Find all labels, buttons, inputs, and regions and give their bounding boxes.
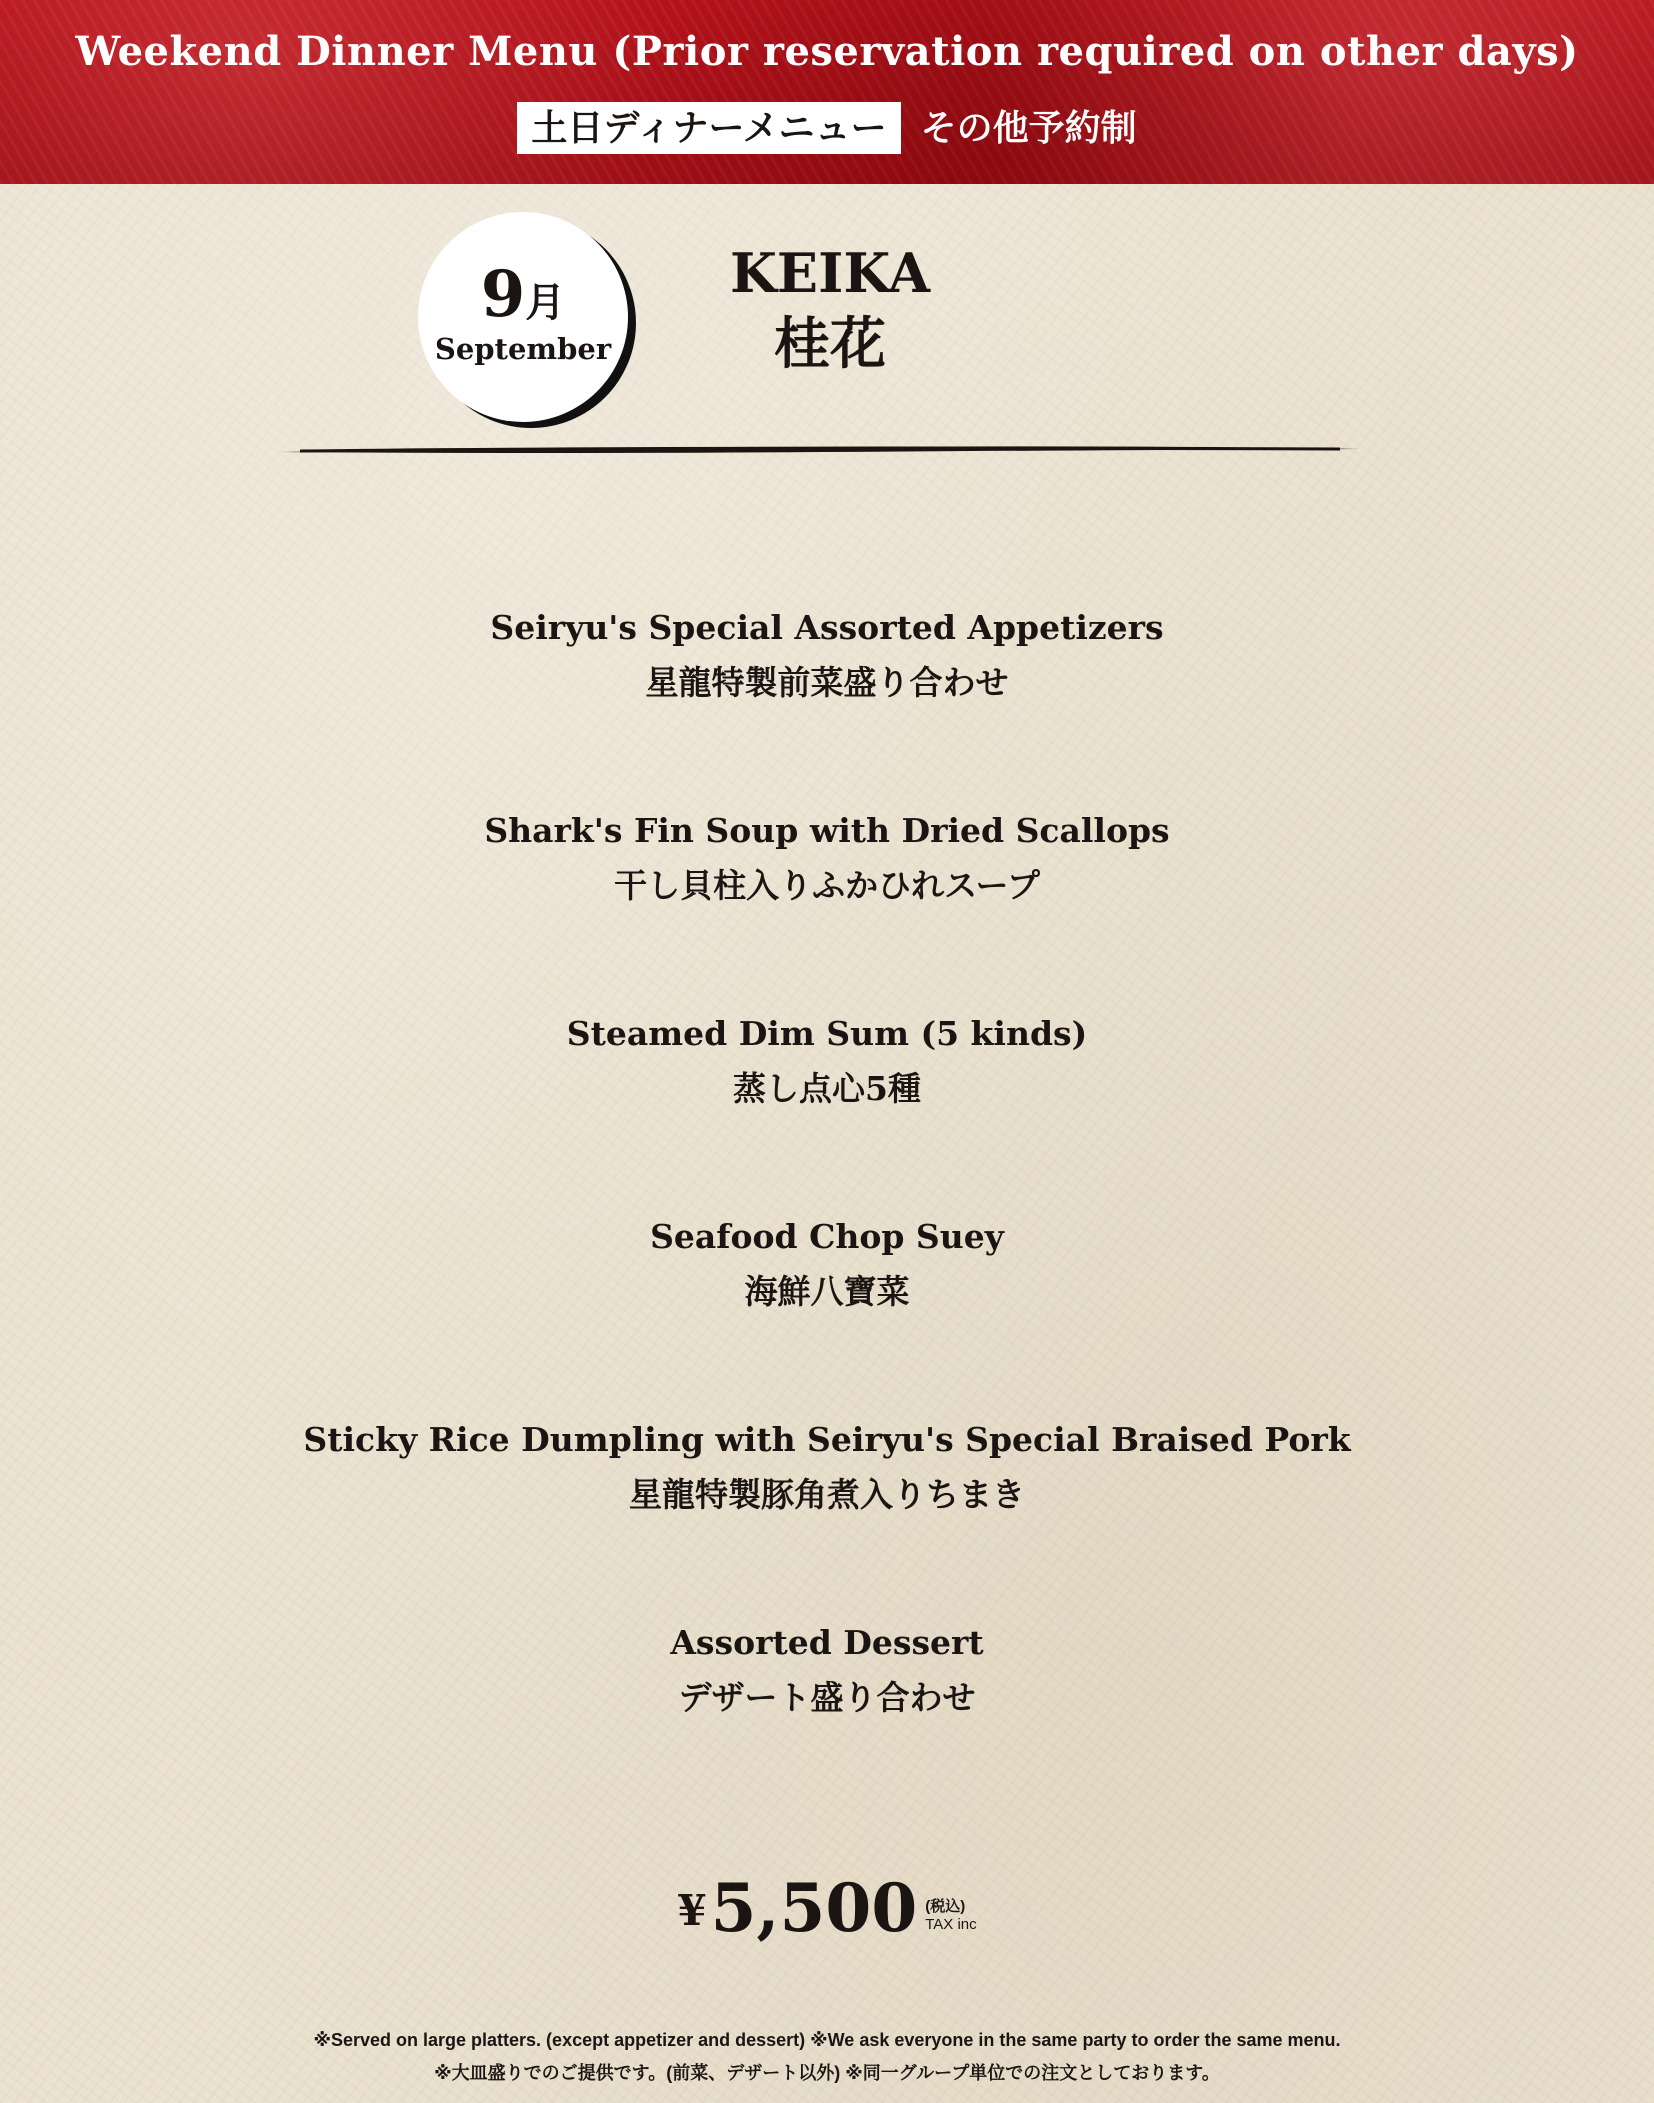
price-tax-jp: (税込) <box>925 1898 966 1915</box>
menu-item-jp: デザート盛り合わせ <box>678 1678 976 1717</box>
month-english: September <box>434 331 612 366</box>
menu-item <box>0 809 1654 1012</box>
menu-item-jp: 干し貝柱入りふかひれスープ <box>614 866 1040 905</box>
menu-item-en: Assorted Dessert <box>670 1623 984 1662</box>
header-note: その他予約制 <box>920 107 1137 149</box>
course-name-en: KEIKA <box>730 241 930 305</box>
menu-item-en: Sticky Rice Dumpling with Seiryu's Special Braised Pork <box>303 1420 1351 1459</box>
menu-item-jp: 海鮮八寶菜 <box>744 1272 910 1311</box>
menu-item <box>0 1418 1654 1621</box>
footer-notes <box>0 2024 1654 2090</box>
header-banner <box>0 0 1654 184</box>
menu-item-jp: 星龍特製豚角煮入りちまき <box>629 1475 1025 1514</box>
price-value: 5,500 <box>710 1869 918 1947</box>
menu-item-en: Shark's Fin Soup with Dried Scallops <box>484 811 1170 850</box>
menu-list <box>0 606 1654 1824</box>
menu-item <box>0 1621 1654 1824</box>
price-tax <box>925 1898 976 1934</box>
footer-note-jp: ※大皿盛りでのご提供です。(前菜、デザート以外) ※同一グループ単位での注文としております。 <box>434 2063 1220 2083</box>
menu-item-jp: 蒸し点心5種 <box>733 1069 921 1108</box>
price-currency: ¥ <box>677 1886 707 1935</box>
header-subtitle <box>0 102 1654 154</box>
menu-item-en: Seafood Chop Suey <box>650 1217 1004 1256</box>
month-number: 9 <box>480 256 526 332</box>
course-name-jp: 桂花 <box>774 311 886 377</box>
month-badge <box>418 212 628 422</box>
price <box>0 1870 1654 1946</box>
menu-item <box>0 1012 1654 1215</box>
header-title: Weekend Dinner Menu (Prior reservation required on other days) <box>75 28 1579 75</box>
course-title <box>700 240 960 382</box>
brush-divider <box>280 440 1360 460</box>
header-box-label: 土日ディナーメニュー <box>517 102 900 154</box>
month-kanji: 月 <box>525 278 566 326</box>
footer-note-en: ※Served on large platters. (except appetizer and dessert) ※We ask everyone in the same party to order the same menu. <box>313 2030 1341 2050</box>
price-tax-en: TAX inc <box>925 1916 977 1933</box>
menu-item-jp: 星龍特製前菜盛り合わせ <box>645 663 1009 702</box>
menu-item <box>0 1215 1654 1418</box>
menu-item <box>0 606 1654 809</box>
menu-item-en: Steamed Dim Sum (5 kinds) <box>566 1014 1088 1053</box>
month-number-row <box>480 256 566 332</box>
menu-item-en: Seiryu's Special Assorted Appetizers <box>490 608 1164 647</box>
